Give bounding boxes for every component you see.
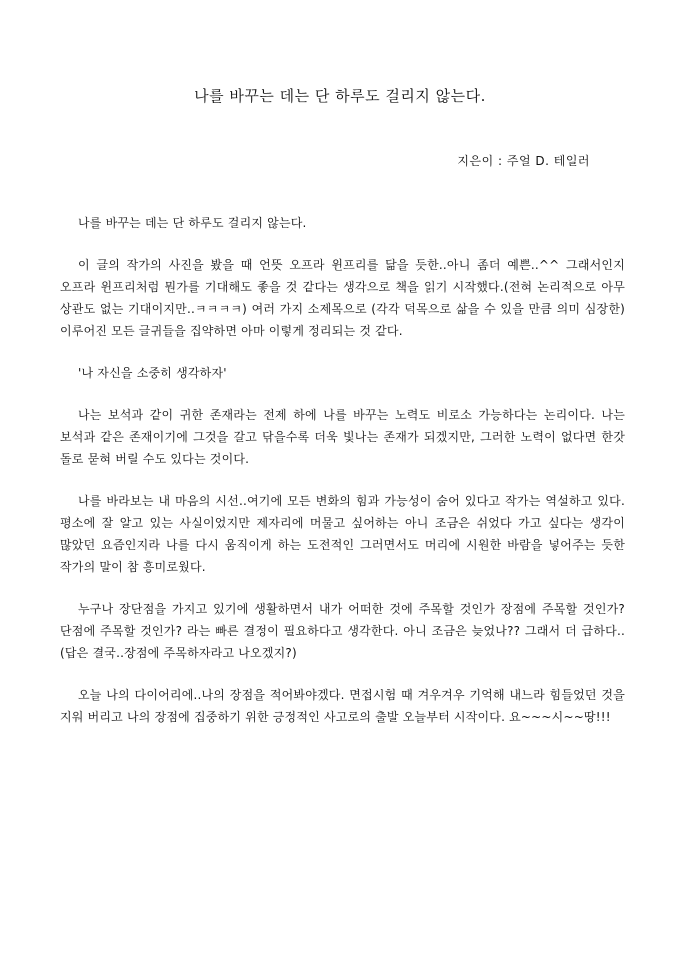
paragraph-key-phrase: '나 자신을 소중히 생각하자' xyxy=(78,366,227,380)
paragraph-jewel-metaphor: 나는 보석과 같이 귀한 존재라는 전제 하에 나를 바꾸는 노력도 비로소 가능하다는 논리이다. 나는 보석과 같은 존재이기에 그것을 갈고 닦을수록 더욱 빛나는 존재가 되겠지만, 그러한 노력이 없다면 한갓 돌로 묻혀 버릴 수도 있다는 것이다. xyxy=(60,408,625,466)
paragraph-diary: 오늘 나의 다이어리에..나의 장점을 적어봐야겠다. 면접시험 때 겨우겨우 기억해 내느라 힘들었던 것을 지워 버리고 나의 장점에 집중하기 위한 긍정적인 사고로의 출발 오늘부터 시작이다. 요~~~시~~땅!!! xyxy=(60,688,625,724)
paragraph-first-impression: 이 글의 작가의 사진을 봤을 때 언뜻 오프라 윈프리를 닮을 듯한..아니 좀더 예쁜..^^ 그래서인지 오프라 윈프리처럼 뭔가를 기대해도 좋을 것 같다는 생각으로 책을 읽기 시작했다.(전혀 논리적으로 아무 상관도 없는 기대이지만..ㅋㅋㅋㅋ) 여러 가지 소제목으로 (각각 덕목으로 삶을 수 있을 만큼 의미 심장한) 이루어진 모든 글귀들을 집약하면 아마 이렇게 정리되는 것 같다. xyxy=(60,258,625,338)
document-title: 나를 바꾸는 데는 단 하루도 걸리지 않는다. xyxy=(194,87,486,105)
paragraph-inner-gaze: 나를 바라보는 내 마음의 시선..여기에 모든 변화의 힘과 가능성이 숨어 있다고 작가는 역설하고 있다. 평소에 잘 알고 있는 사실이었지만 제자리에 머물고 싶어하는 아니 조금은 쉬었다 가고 싶다는 생각이 많았던 요즘인지라 나를 다시 움직이게 하는 도전적인 그러면서도 머리에 시원한 바람을 넣어주는 듯한 작가의 말이 참 흥미로웠다. xyxy=(60,494,625,574)
paragraph-book-title: 나를 바꾸는 데는 단 하루도 걸리지 않는다. xyxy=(78,216,307,230)
paragraph-strengths: 누구나 장단점을 가지고 있기에 생활하면서 내가 어떠한 것에 주목할 것인가 장점에 주목할 것인가? 단점에 주목할 것인가? 라는 빠른 결정이 필요하다고 생각한다. 아니 조금은 늦었나?? 그래서 더 급하다..(답은 결국..장점에 주목하자라고 나오겠지?) xyxy=(60,602,625,660)
author-line: 지은이 : 주얼 D. 테일러 xyxy=(457,154,590,168)
document-body xyxy=(60,212,625,748)
